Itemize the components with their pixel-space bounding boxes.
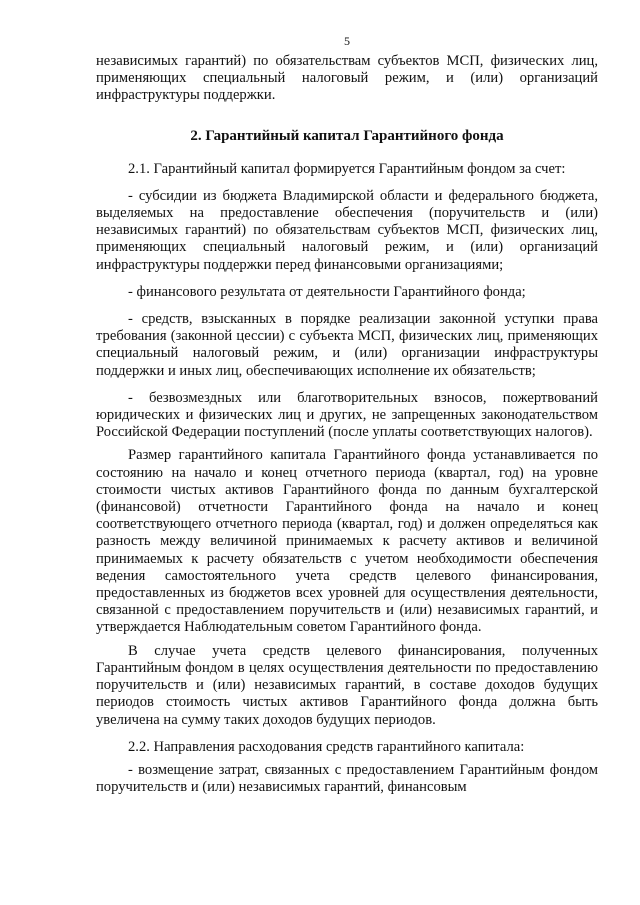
list-item-reimbursement: - возмещение затрат, связанных с предоставлением Гарантийным фондом поручительств и (или) независимых гарантий, финансовым bbox=[96, 761, 598, 796]
list-item-donations: - безвозмездных или благотворительных взносов, пожертвований юридических и физических лиц и других, не запрещенных законодательством Российской Федерации поступлений (после уплаты соответствующих налогов). bbox=[96, 389, 598, 441]
paragraph-target-financing: В случае учета средств целевого финансирования, полученных Гарантийным фондом в целях осуществления деятельности по предоставлению поручительств и (или) независимых гарантий, в составе доходов будущих периодов стоимость чистых активов Гарантийного фонда должна быть увеличена на сумму таких доходов будущих периодов. bbox=[96, 642, 598, 728]
paragraph-2-1: 2.1. Гарантийный капитал формируется Гарантийным фондом за счет: bbox=[128, 160, 566, 177]
paragraph-capital-size: Размер гарантийного капитала Гарантийного фонда устанавливается по состоянию на начало и конец отчетного периода (квартал, год) на уровне стоимости чистых активов Гарантийного фонда по данным бухгалтерской (финансовой) отчетности Гарантийного фонда на начало и конец соответствующего отчетного периода (квартал, год) и должен определяться как разность между величиной принимаемых к расчету активов и величиной принимаемых к расчету обязательств с учетом необходимости обеспечения ведения самостоятельного учета средств целевого финансирования, предоставленных из бюджетов всех уровней для осуществления деятельности, связанной с предоставлением поручительств и (или) независимых гарантий, и утверждается Наблюдательным советом Гарантийного фонда. bbox=[96, 447, 598, 636]
list-item-recovered-funds: - средств, взысканных в порядке реализации законной уступки права требования (законной цессии) с субъекта МСП, физических лиц, применяющих специальный налоговый режим, и (или) организации инфраструктуры поддержки и иных лиц, обеспечивающих исполнение их обязательств; bbox=[96, 311, 598, 379]
list-item-financial-result: - финансового результата от деятельности Гарантийного фонда; bbox=[128, 283, 526, 300]
intro-continuation-paragraph: независимых гарантий) по обязательствам субъектов МСП, физических лиц, применяющих специальный налоговый режим, и (или) организаций инфраструктуры поддержки. bbox=[96, 53, 598, 104]
paragraph-2-2: 2.2. Направления расходования средств гарантийного капитала: bbox=[128, 738, 525, 755]
section-title: 2. Гарантийный капитал Гарантийного фонда bbox=[190, 127, 504, 144]
page-number: 5 bbox=[344, 34, 350, 48]
list-item-subsidies: - субсидии из бюджета Владимирской области и федерального бюджета, выделяемых на предоставление обеспечения (поручительств и (или) независимых гарантий) по обязательствам субъектов МСП, физических лиц, применяющих специальный налоговый режим, и (или) организаций инфраструктуры поддержки перед финансовыми организациями; bbox=[96, 187, 598, 273]
